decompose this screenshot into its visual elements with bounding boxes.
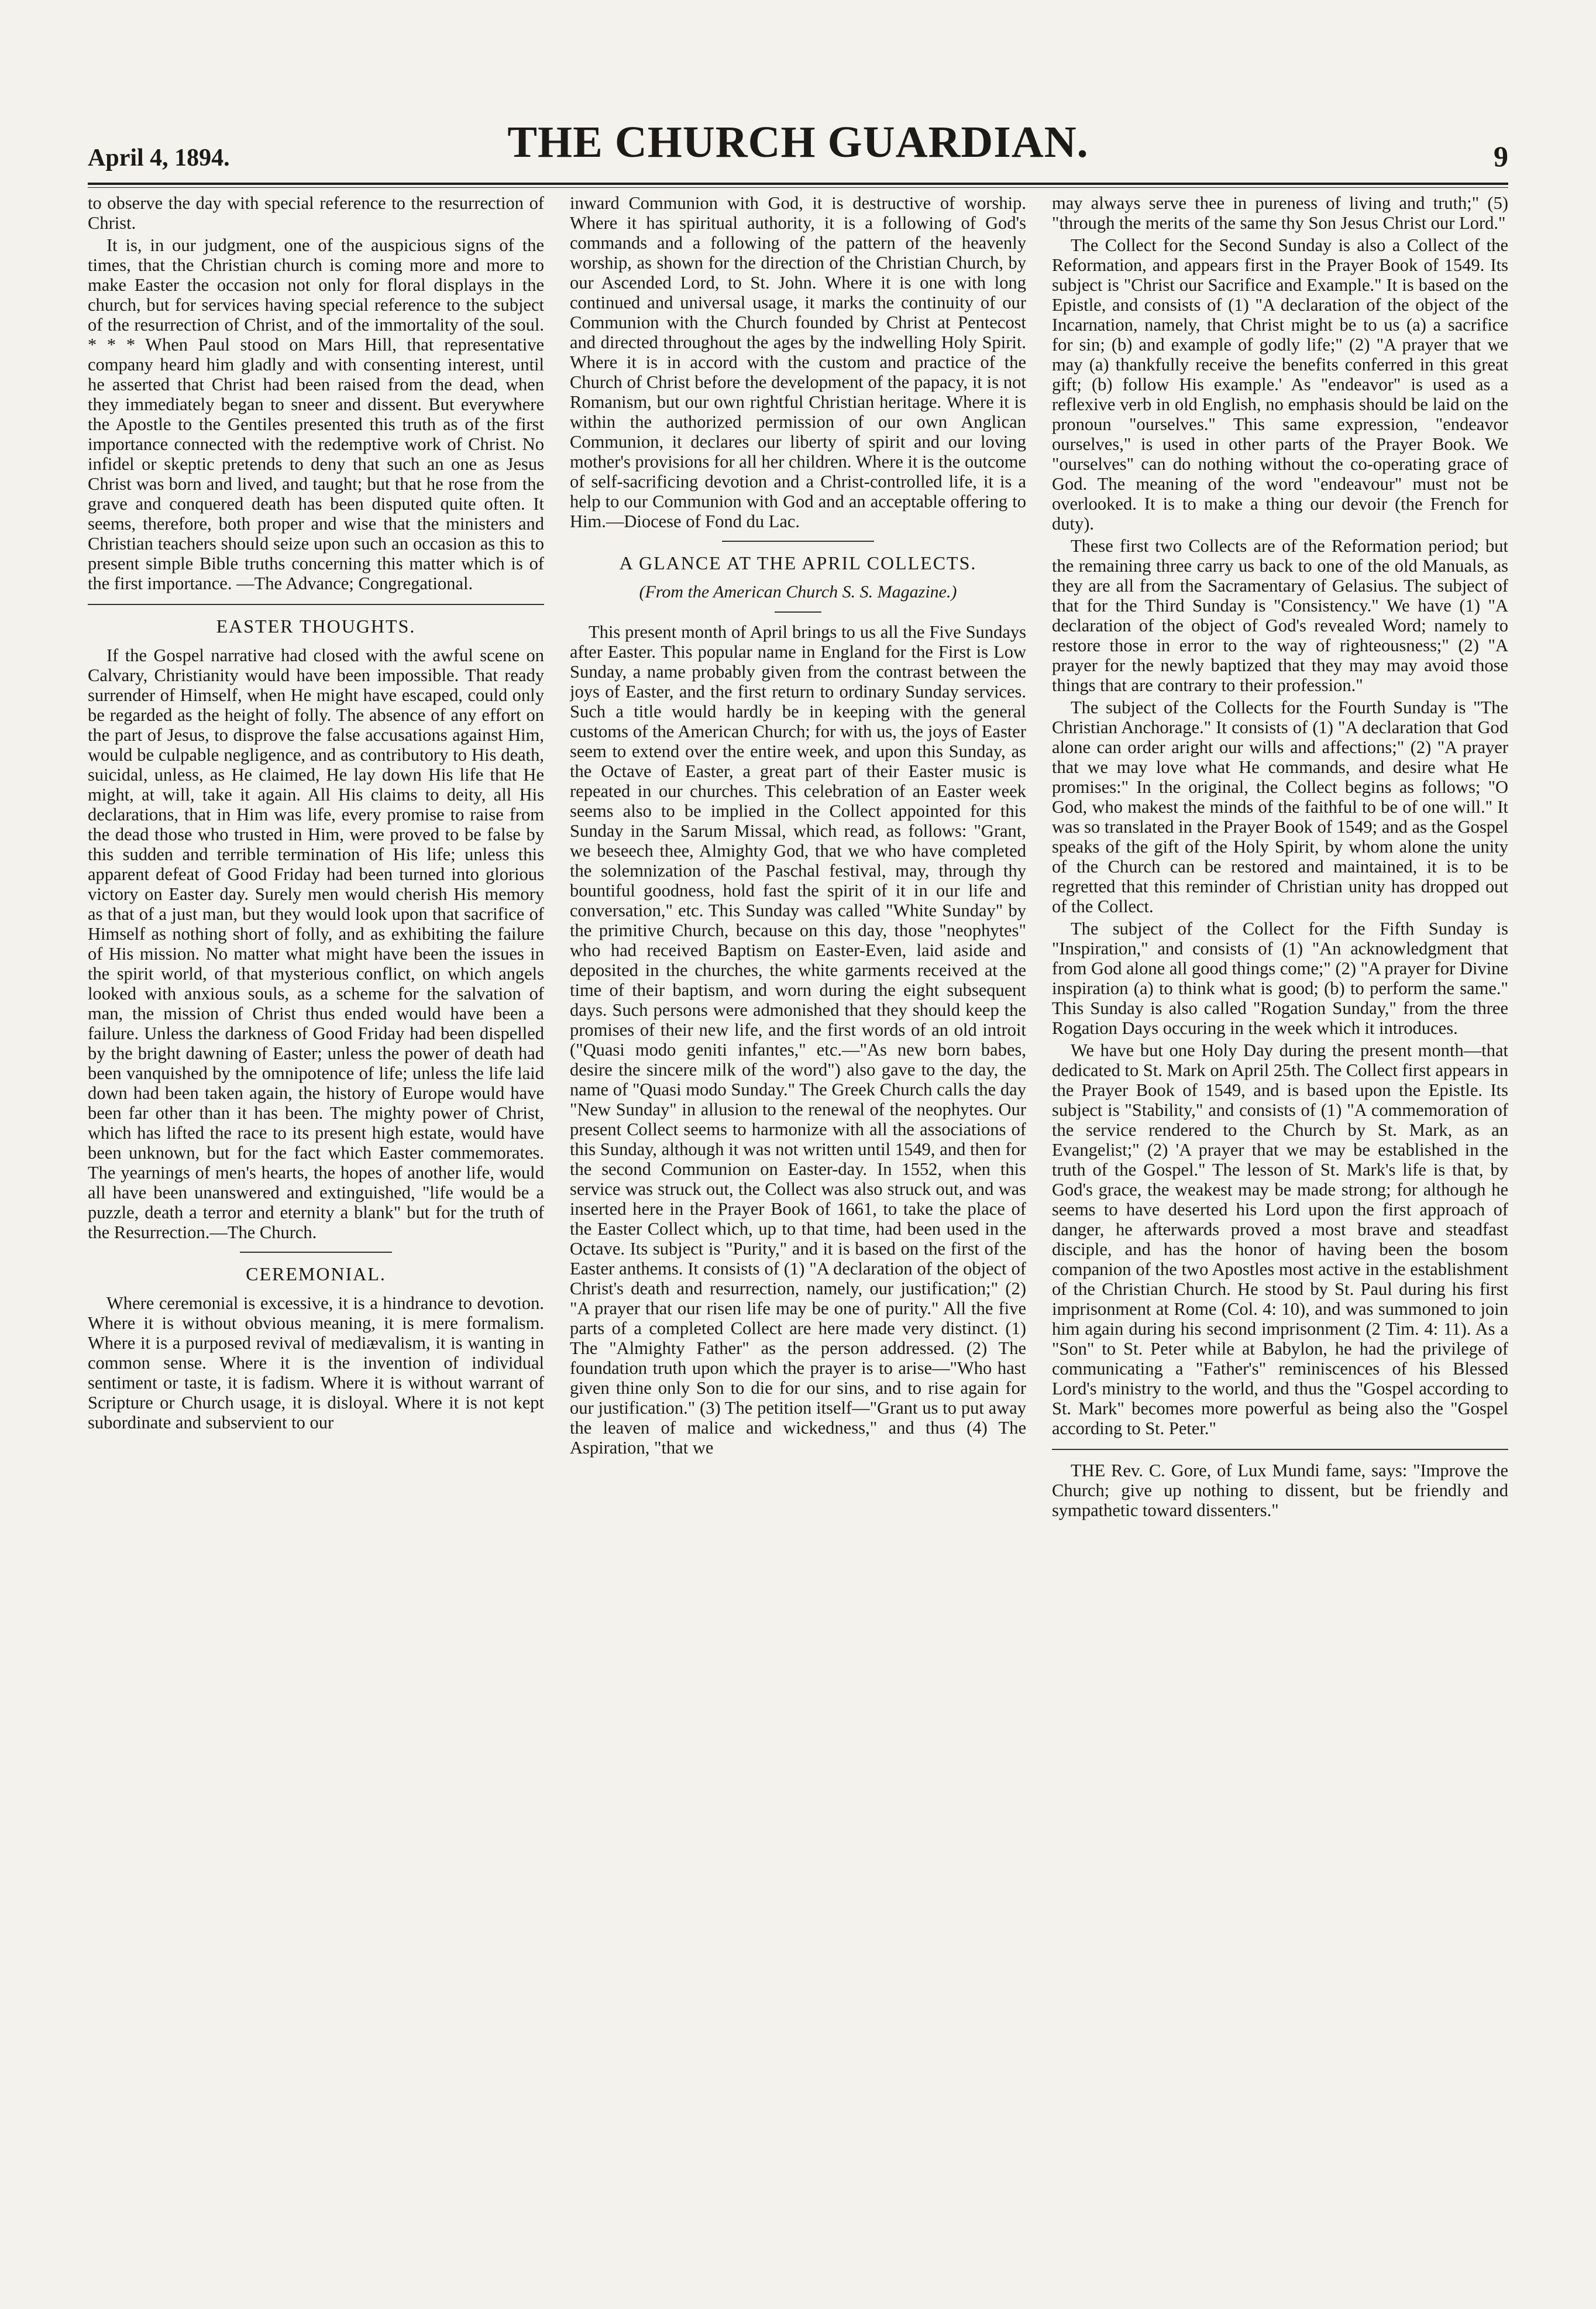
masthead-rule <box>88 183 1508 185</box>
page-number: 9 <box>1494 140 1508 173</box>
paragraph: The Collect for the Second Sunday is also a Collect of the Reformation, and appears first in the Prayer Book of 1549. Its subject is "Christ our Sacrifice and Example." It is based on the Epistle, and consists of (1) "A declaration of the object of the Incarnation, namely, that Christ might be to us (a) a sacrifice for sin; (b) and example of godly life;" (2) "A prayer that we may (a) thankfully receive the benefits conferred in this great gift; (b) follow His example.' As "endeavor" is used as a reflexive verb in old English, no emphasis should be laid on the pronoun "ourselves." This same expression, "endeavor ourselves," is used in other parts of the Prayer Book. We "ourselves" can do nothing without the co-operating grace of God. The meaning of the word "endeavour" must not be overlooked. It is to make a thing our devoir (the French for duty). <box>1052 235 1508 534</box>
paragraph: inward Communion with God, it is destructive of worship. Where it has spiritual authority, it is a following of God's commands and a following of the pattern of the heavenly worship, as shown for the direction of the Christian Church, by our Ascended Lord, to St. John. Where it is one with long continued and universal usage, it marks the continuity of our Communion with the Church founded by Christ at Pentecost and directed throughout the ages by the indwelling Holy Spirit. Where it is in accord with the custom and practice of the Church of Christ before the development of the papacy, it is not Romanism, but our own rightful Christian heritage. Where it is within the authorized permission of our own Anglican Communion, it declares our liberty of spirit and our loving mother's provisions for all her children. Where it is the outcome of self-sacrificing devotion and a Christ-controlled life, it is a help to our Communion with God and an acceptable offering to Him.—Diocese of Fond du Lac. <box>570 193 1026 531</box>
columns <box>88 193 1508 2270</box>
article-heading: A GLANCE AT THE APRIL COLLECTS. <box>619 552 977 573</box>
paragraph: may always serve thee in pureness of living and truth;" (5) "through the merits of the same thy Son Jesus Christ our Lord." <box>1052 193 1508 233</box>
paragraph: The subject of the Collects for the Fourth Sunday is "The Christian Anchorage." It consists of (1) "A declaration that God alone can order aright our wills and affections;" (2) "A prayer that we may love what He commands, and desire what He promises:" In the original, the Collect begins as follows; "O God, who makest the minds of the faithful to be of one will." It was so translated in the Prayer Book of 1549; and as the Gospel speaks of the gift of the Holy Spirit, by whom alone the unity of the Church can be restored and maintained, it is to be regretted that this reminder of Christian unity has dropped out of the Collect. <box>1052 697 1508 916</box>
paper-title: THE CHURCH GUARDIAN. <box>507 118 1089 167</box>
article-divider <box>1052 1449 1508 1450</box>
article-heading: EASTER THOUGHTS. <box>216 616 416 637</box>
paragraph: to observe the day with special reference to the resurrection of Christ. <box>88 193 544 233</box>
paragraph: This present month of April brings to us all the Five Sundays after Easter. This popular name in England for the First is Low Sunday, a name probably given from the contrast between the joys of Easter, and the first return to ordinary Sunday services. Such a title would hardly be in keeping with the general customs of the American Church; for with us, the joys of Easter seem to extend over the entire week, and upon this Sunday, as the Octave of Easter, a great part of their Easter music is repeated in our churches. This celebration of an Easter week seems also to be implied in the Collect appointed for this Sunday in the Sarum Missal, which read, as follows: "Grant, we beseech thee, Almighty God, that we who have completed the solemnization of the Paschal festival, may, through thy bountiful goodness, hold fast the spirit of it in our life and conversation," etc. This Sunday was called "White Sunday" by the primitive Church, because on this day, those "neophytes" who had received Baptism on Easter-Even, laid aside and deposited in the churches, the white garments received at the time of their baptism, and worn during the eight subsequent days. Such persons were admonished that they should keep the promises of their new life, and the first words of an old introit ("Quasi modo geniti infantes," etc.—"As new born babes, desire the sincere milk of the word") also gave to the day, the name of "Quasi modo Sunday." The Greek Church calls the day "New Sunday" in allusion to the renewal of the neophytes. Our present Collect seems to harmonize with all the associations of this Sunday, although it was not written until 1549, and then for the second Communion on Easter-day. In 1552, when this service was struck out, the Collect was also struck out, and was inserted here in the Prayer Book of 1661, to take the place of the Easter Collect which, up to that time, had been used in the Octave. Its subject is "Purity," and it is based on the first of the Easter anthems. It consists of (1) "A declaration of the object of Christ's death and resurrection, namely, our justification;" (2) "A prayer that our risen life may be one of purity." All the five parts of a completed Collect are here made very distinct. (1) The "Almighty Father" as the person addressed. (2) The foundation truth upon which the prayer is to arise—"Who hast given thine only Son to die for our sins, and to rise again for our justification." (3) The petition itself—"Grant us to put away the leaven of malice and wickedness," and thus (4) The Aspiration, "that we <box>570 622 1026 1458</box>
paragraph: The subject of the Collect for the Fifth Sunday is "Inspiration," and consists of (1) "An acknowledgment that from God alone all good things come;" (2) "A prayer for Divine inspiration (a) to think what is good; (b) to perform the same." This Sunday is also called "Rogation Sunday," from the three Rogation Days occuring in the week which it introduces. <box>1052 919 1508 1038</box>
paragraph: These first two Collects are of the Reformation period; but the remaining three carry us back to one of the old Manuals, as they are all from the Sacramentary of Gelasius. The subject of that for the Third Sunday is "Consistency." We have (1) "A declaration of the object of God's revealed Word; namely to restore those in error to the way of righteousness;" (2) "A prayer for the newly baptized that they may may avoid those things that are contrary to their profession." <box>1052 536 1508 695</box>
article-divider <box>775 611 821 613</box>
article-divider <box>240 1252 392 1253</box>
paragraph: If the Gospel narrative had closed with the awful scene on Calvary, Christianity would have been impossible. That ready surrender of Himself, when He might have escaped, could only be regarded as the height of folly. The absence of any effort on the part of Jesus, to disprove the false accusations against Him, would be culpable negligence, and as contributory to His death, suicidal, unless, as He claimed, He lay down His life that He might, at will, take it again. All His claims to deity, all His declarations, that in Him was life, every promise to raise from the dead those who trusted in Him, were proved to be false by this sudden and terrible termination of His life; unless this apparent defeat of Good Friday had been turned into glorious victory on Easter day. Surely men would cherish His memory as that of a just man, but they would look upon that sacrifice of Himself as nothing short of folly, and as exhibiting the failure of His mission. No matter what might have been the issues in the spirit world, of that mysterious conflict, on which angels looked with anxious souls, as a scheme for the salvation of man, the mission of Christ thus ended would have been a failure. Unless the darkness of Good Friday had been dispelled by the bright dawning of Easter; unless the power of death had been vanquished by the omnipotence of life; unless the life laid down had been taken again, the history of Europe would have been far other than it has been. The mighty power of Christ, which has lifted the race to its present high estate, would have been unknown, but for the fact which Easter commemorates. The yearnings of men's hearts, the hopes of another life, would all have been unanswered and extinguished, "life would be a puzzle, death a terror and eternity a blank" but for the truth of the Resurrection.—The Church. <box>88 645 544 1242</box>
column-1 <box>88 193 544 2270</box>
article-divider <box>722 541 874 542</box>
column-3 <box>1052 193 1508 2270</box>
article-divider <box>88 604 544 605</box>
article-heading: CEREMONIAL. <box>246 1263 386 1284</box>
article-source: (From the American Church S. S. Magazine.) <box>639 582 957 602</box>
paragraph: We have but one Holy Day during the present month—that dedicated to St. Mark on April 25th. The Collect first appears in the Prayer Book of 1549, and is based upon the Epistle. Its subject is "Stability," and consists of (1) "A commemoration of the service rendered to the Church by St. Mark, as an Evangelist;" (2) 'A prayer that we may be established in the truth of the Gospel." The lesson of St. Mark's life is that, by God's grace, the weakest may be made strong; for although he seems to have deserted his Lord upon the first approach of danger, he afterwards proved a most brave and steadfast disciple, and has the honor of having been the bosom companion of the two Apostles most active in the establishment of the Christian Church. He stood by St. Paul during his first imprisonment at Rome (Col. 4: 10), and was summoned to join him again during his second imprisonment (2 Tim. 4: 11). As a "Son" to St. Peter while at Babylon, he had the privilege of communicating a "Father's" reminiscences of his Blessed Lord's ministry to the world, and thus the "Gospel according to St. Mark" becomes more powerful as being also the "Gospel according to St. Peter." <box>1052 1040 1508 1438</box>
paragraph: It is, in our judgment, one of the auspicious signs of the times, that the Christian church is coming more and more to make Easter the occasion not only for floral displays in the church, but for services having special reference to the subject of the resurrection of Christ, and of the immortality of the soul. * * * When Paul stood on Mars Hill, that representative company heard him gladly and with consenting interest, until he asserted that Christ had been raised from the dead, when they immediately began to sneer and dissent. But everywhere the Apostle to the Gentiles presented this truth as of the first importance connected with the redemptive work of Christ. No infidel or skeptic pretends to deny that such an one as Jesus Christ was born and lived, and taught; but that he rose from the grave and conquered death has been disputed quite often. It seems, therefore, both proper and wise that the ministers and Christian teachers should seize upon such an occasion as this to present simple Bible truths concerning this matter which is of the first importance. —The Advance; Congregational. <box>88 235 544 593</box>
issue-date: April 4, 1894. <box>88 145 230 171</box>
paragraph: THE Rev. C. Gore, of Lux Mundi fame, says: "Improve the Church; give up nothing to dissent, but be friendly and sympathetic toward dissenters." <box>1052 1461 1508 1520</box>
masthead <box>88 117 1508 181</box>
masthead-rule-thin <box>88 187 1508 188</box>
paragraph: Where ceremonial is excessive, it is a hindrance to devotion. Where it is without obvious meaning, it is mere formalism. Where it is a purposed revival of mediævalism, it is wanting in common sense. Where it is the invention of individual sentiment or taste, it is fadism. Where it is without warrant of Scripture or Church usage, it is disloyal. Where it is not kept subordinate and subservient to our <box>88 1293 544 1432</box>
column-2 <box>570 193 1026 2270</box>
